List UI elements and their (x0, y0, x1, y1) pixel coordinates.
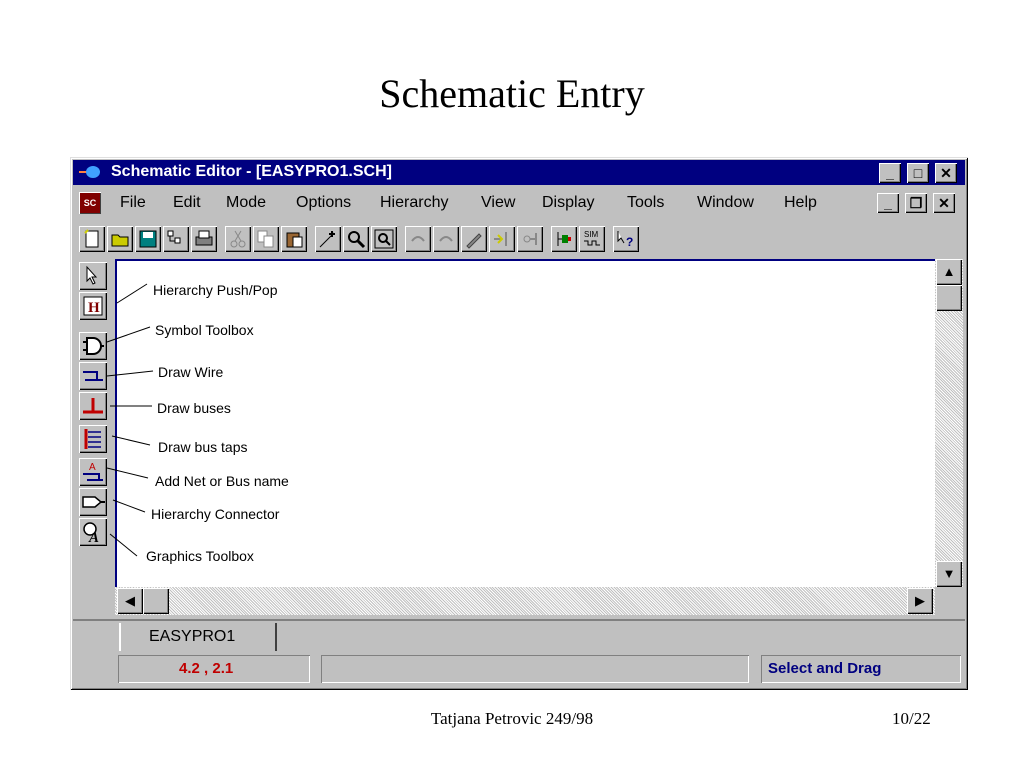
vertical-scrollbar[interactable] (935, 259, 963, 587)
menu-bar (73, 189, 965, 217)
redo-icon[interactable] (433, 226, 459, 252)
scroll-up-button[interactable]: ▲ (936, 259, 962, 285)
menu-view[interactable]: View (481, 194, 516, 211)
maximize-button[interactable]: □ (907, 163, 929, 183)
annotation-add-net-name: Add Net or Bus name (155, 473, 289, 489)
horizontal-scroll-thumb[interactable] (143, 588, 169, 614)
status-message (321, 655, 749, 683)
schematic-editor-window (70, 157, 968, 690)
scroll-right-button[interactable]: ▶ (907, 588, 933, 614)
hierarchy-icon[interactable] (163, 226, 189, 252)
title-bar (73, 160, 965, 185)
pencil-icon[interactable] (461, 226, 487, 252)
scroll-down-button[interactable]: ▼ (936, 561, 962, 587)
sheet-tab-row (73, 619, 965, 651)
open-icon[interactable] (107, 226, 133, 252)
window-title: Schematic Editor - [EASYPRO1.SCH] (111, 163, 392, 180)
annotation-draw-wire: Draw Wire (158, 364, 224, 380)
add-net-name-icon[interactable] (79, 458, 107, 486)
schematic-canvas[interactable] (115, 259, 937, 587)
menu-display[interactable]: Display (542, 194, 595, 211)
slide-page-number: 10/22 (892, 709, 931, 728)
paste-icon[interactable] (281, 226, 307, 252)
menu-window[interactable]: Window (697, 194, 754, 211)
menu-mode[interactable]: Mode (226, 194, 267, 211)
cut-icon[interactable] (225, 226, 251, 252)
menu-options[interactable]: Options (296, 194, 352, 211)
doc-minimize-button[interactable]: _ (877, 193, 899, 213)
toolbar (73, 223, 965, 255)
help-cursor-icon[interactable] (613, 226, 639, 252)
menu-hierarchy[interactable]: Hierarchy (380, 194, 449, 211)
zoom-box-icon[interactable] (371, 226, 397, 252)
graphics-toolbox-icon[interactable] (79, 518, 107, 546)
print-icon[interactable] (191, 226, 217, 252)
net-icon[interactable] (489, 226, 515, 252)
slide-author: Tatjana Petrovic 249/98 (430, 709, 594, 728)
slide-title: Schematic Entry (379, 71, 645, 116)
svg-text:SIM: SIM (584, 230, 599, 239)
sim-icon[interactable] (579, 226, 605, 252)
horizontal-scrollbar[interactable] (115, 587, 935, 615)
status-mode: Select and Drag (761, 655, 961, 683)
minimize-button[interactable]: _ (879, 163, 901, 183)
new-icon[interactable] (79, 226, 105, 252)
hierarchy-connector-icon[interactable] (79, 488, 107, 516)
svg-text:?: ? (626, 235, 634, 249)
menu-edit[interactable]: Edit (173, 194, 201, 211)
annotation-symbol-toolbox: Symbol Toolbox (155, 322, 254, 338)
document-icon[interactable]: SC (79, 192, 101, 214)
close-button[interactable]: ✕ (935, 163, 957, 183)
annotation-graphics-toolbox: Graphics Toolbox (146, 548, 254, 564)
annotation-hierarchy-push-pop: Hierarchy Push/Pop (153, 282, 278, 298)
doc-close-button[interactable]: ✕ (933, 193, 955, 213)
add-wire-icon[interactable] (315, 226, 341, 252)
annotation-draw-buses: Draw buses (157, 400, 231, 416)
svg-text:A: A (89, 462, 96, 473)
annotation-hierarchy-connector: Hierarchy Connector (151, 506, 280, 522)
status-coordinates: 4.2 , 2.1 (118, 655, 310, 683)
select-arrow-icon[interactable] (79, 262, 107, 290)
app-icon (79, 165, 101, 179)
draw-wire-icon[interactable] (79, 362, 107, 390)
symbol-toolbox-icon[interactable] (79, 332, 107, 360)
svg-text:A: A (89, 530, 100, 544)
menu-file[interactable]: File (120, 194, 146, 211)
sheet-tab[interactable]: EASYPRO1 (119, 623, 277, 651)
menu-help[interactable]: Help (784, 194, 817, 211)
vertical-scroll-thumb[interactable] (936, 285, 962, 311)
menu-tools[interactable]: Tools (627, 194, 665, 211)
draw-bus-taps-icon[interactable] (79, 425, 107, 453)
svg-text:H: H (88, 300, 100, 316)
connector-icon[interactable] (517, 226, 543, 252)
tool-palette (75, 262, 115, 647)
doc-restore-button[interactable]: ❐ (905, 193, 927, 213)
annotation-draw-bus-taps: Draw bus taps (158, 439, 248, 455)
undo-icon[interactable] (405, 226, 431, 252)
draw-buses-icon[interactable] (79, 392, 107, 420)
scroll-left-button[interactable]: ◀ (117, 588, 143, 614)
probe-icon[interactable] (551, 226, 577, 252)
hierarchy-push-pop-icon[interactable] (79, 292, 107, 320)
status-bar (73, 653, 965, 685)
copy-icon[interactable] (253, 226, 279, 252)
save-icon[interactable] (135, 226, 161, 252)
zoom-icon[interactable] (343, 226, 369, 252)
